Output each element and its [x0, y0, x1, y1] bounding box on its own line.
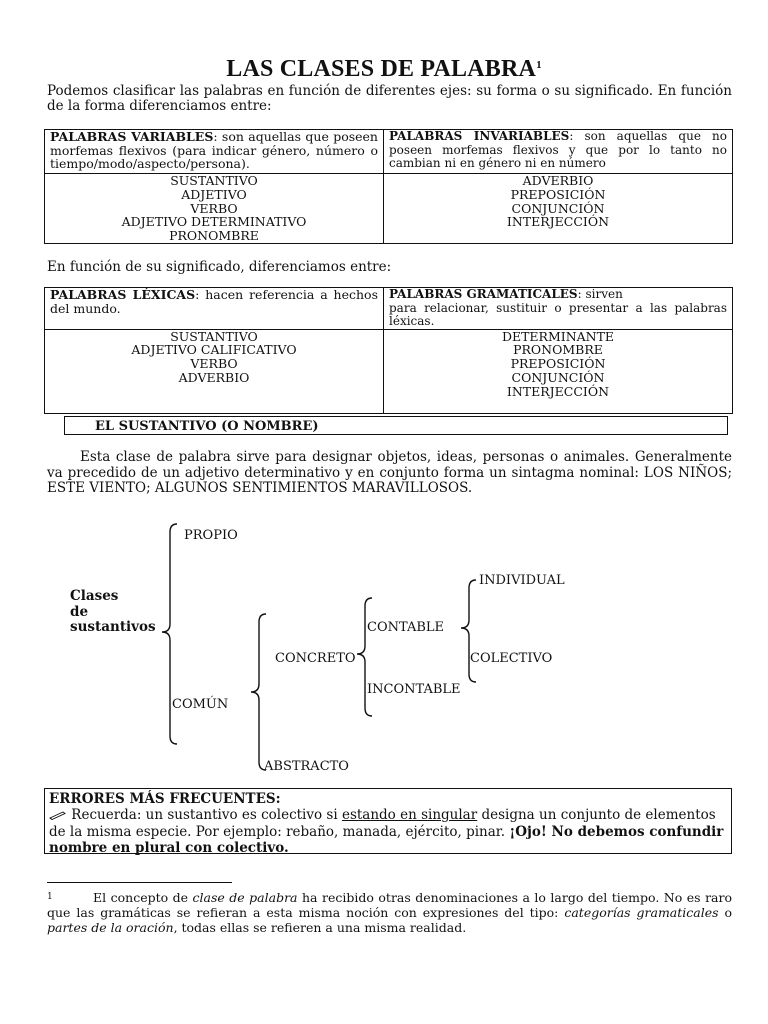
page-title: LAS CLASES DE PALABRA$^1$	[226, 56, 542, 82]
footnote: 1 El concepto de clase de palabra ha recibido otras denominaciones a lo largo del tiempo. No es raro que las gramáticas se refieran a esta misma noción con expresiones del tipo: categorías gramaticales o partes de la oración, todas ellas se refieren a una misma realidad.	[47, 890, 733, 935]
pencil-icon	[49, 808, 67, 824]
list-item: PRONOMBRE	[513, 342, 603, 358]
errores-title: ERRORES MÁS FRECUENTES:	[49, 791, 281, 807]
list-item: PRONOMBRE	[169, 228, 259, 244]
footnote-marker: 1	[536, 59, 542, 71]
list-item: SUSTANTIVO	[170, 328, 258, 344]
meaning-intro: En función de su significado, diferenciamos entre:	[47, 259, 392, 275]
list-item: CONJUNCIÓN	[511, 369, 605, 385]
list-item: ADJETIVO	[181, 186, 247, 202]
contable-brace	[461, 580, 476, 682]
list-item: INTERJECCIÓN	[506, 214, 610, 230]
list-item: VERBO	[190, 200, 238, 216]
footnote-divider	[47, 882, 232, 883]
section-heading: EL SUSTANTIVO (O NOMBRE)	[64, 416, 728, 435]
list-item: ADJETIVO CALIFICATIVO	[131, 342, 297, 358]
section-paragraph: Esta clase de palabra sirve para designar objetos, ideas, personas o animales. Generalmente va precedido de un adjetivo determinativo y en conjunto forma un sintagma nominal: LOS NIÑOS; ESTE VIENTO; ALGUNOS SENTIMIENTOS MARAVILLOSOS.	[47, 449, 732, 496]
concreto-brace	[357, 598, 372, 716]
tree-node-contable: CONTABLE	[367, 620, 445, 635]
errores-text: Recuerda: un sustantivo es colectivo si estando en singular designa un conjunto de elementos de la misma especie. Por ejemplo: rebaño, manada, ejército, pinar. ¡Ojo! No debemos confundir nombre en plural con colectivo.	[49, 807, 724, 856]
list-item: VERBO	[190, 356, 238, 372]
tree-node-abstracto: ABSTRACTO	[264, 759, 349, 774]
list-item: SUSTANTIVO	[170, 173, 258, 188]
list-item: ADVERBIO	[522, 173, 594, 188]
tree-node-individual: INDIVIDUAL	[479, 573, 565, 588]
lexicas-header: PALABRAS LÉXICAS: hacen referencia a hechos del mundo.	[45, 288, 384, 330]
list-item: DETERMINANTE	[501, 328, 615, 344]
list-item: PREPOSICIÓN	[510, 356, 606, 372]
intro-paragraph: Podemos clasificar las palabras en función de diferentes ejes: su forma o su significado. En función de la forma diferenciamos entre:	[47, 83, 732, 114]
variables-header: PALABRAS VARIABLES: son aquellas que poseen morfemas flexivos (para indicar género, número o tiempo/modo/aspecto/persona).	[45, 130, 384, 174]
tree-root-label: Clases de sustantivos	[70, 588, 156, 635]
footnote-number: 1	[47, 892, 53, 902]
tree-node-colectivo: COLECTIVO	[470, 651, 553, 666]
gramaticales-header: PALABRAS GRAMATICALES: sirven para relacionar, sustituir o presentar a las palabras léxicas.	[384, 288, 733, 330]
comun-brace	[251, 614, 266, 770]
list-item: ADVERBIO	[178, 369, 250, 385]
list-item: PREPOSICIÓN	[510, 186, 606, 202]
tree-node-comun: COMÚN	[172, 697, 229, 712]
list-item: CONJUNCIÓN	[511, 200, 605, 216]
tree-node-propio: PROPIO	[184, 528, 238, 543]
invariables-header: PALABRAS INVARIABLES: son aquellas que no poseen morfemas flexivos y que por lo tanto no cambian ni en género ni en número	[384, 130, 733, 174]
errores-box	[44, 788, 732, 854]
list-item: INTERJECCIÓN	[506, 383, 610, 399]
list-item: ADJETIVO DETERMINATIVO	[121, 214, 307, 230]
tree-node-incontable: INCONTABLE	[367, 682, 461, 697]
tree-node-concreto: CONCRETO	[275, 651, 356, 666]
